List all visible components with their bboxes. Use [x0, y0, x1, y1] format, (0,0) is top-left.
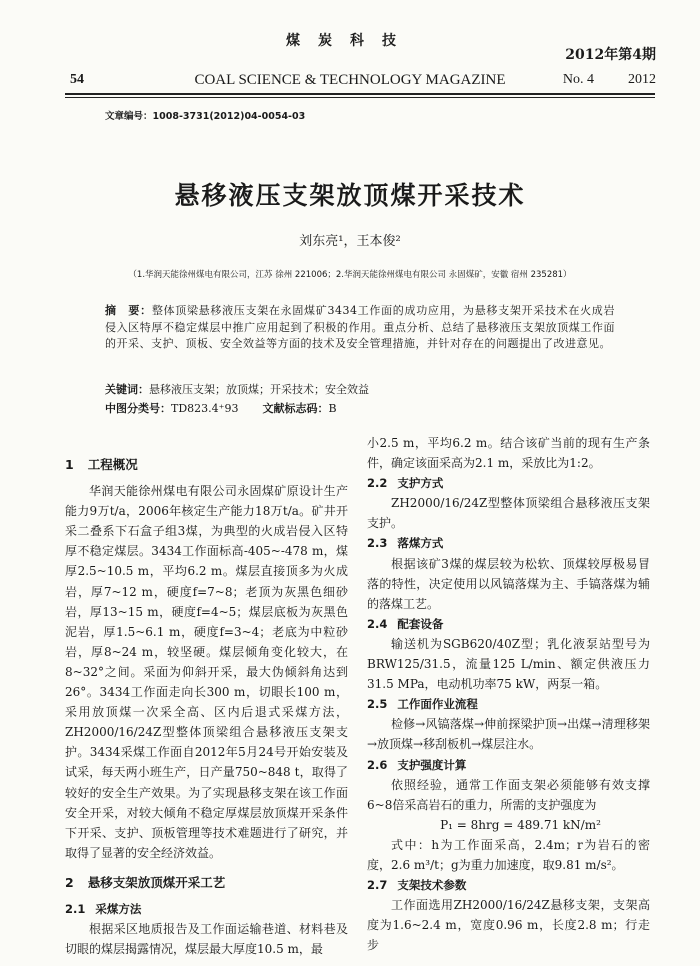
- section-number: 1: [65, 457, 74, 472]
- paragraph: 检修→风镐落煤→伸前探梁护顶→出煤→清理移架→放顶煤→移刮板机→煤层注水。: [367, 717, 650, 752]
- subsection-title: 工作面作业流程: [397, 697, 478, 712]
- header-rule-thin: [65, 97, 655, 98]
- subsection-title: 支架技术参数: [397, 878, 467, 893]
- doc-value: B: [328, 402, 337, 415]
- subsection-number: 2.6: [367, 757, 388, 772]
- subsection-heading: [367, 614, 650, 634]
- header-rule-thick: [65, 93, 655, 95]
- paragraph: 根据该矿3煤的煤层较为松软、顶煤较厚极易冒落的特性，决定使用以风镐落煤为主、手镐落煤为辅的落煤工艺。: [367, 556, 650, 611]
- clc-code: [105, 400, 238, 416]
- paragraph: 依照经验，通常工作面支架必须能够有效支撑6~8倍采高岩石的重力，所需的支护强度为: [367, 777, 650, 812]
- issue-no: No. 4: [562, 72, 594, 87]
- section-heading: [65, 455, 348, 475]
- paragraph: 根据采区地质报告及工作面运输巷道、材料巷及切眼的煤层揭露情况，煤层最大厚度10.5 m，最: [65, 922, 348, 957]
- journal-name-en: COAL SCIENCE & TECHNOLOGY MAGAZINE: [194, 72, 506, 88]
- subsection-title: 落煤方式: [397, 536, 444, 551]
- section-heading: [65, 873, 348, 893]
- clc-value: TD823.4⁺93: [171, 402, 239, 415]
- formula: P₁ = 8hrg = 489.71 kN/m²: [440, 817, 601, 832]
- subsection-title: 支护强度计算: [397, 757, 467, 772]
- paragraph: 式中：h为工作面采高，2.4m；r为岩石的密度，2.6 m³/t；g为重力加速度，取9.81 m/s²。: [367, 837, 650, 872]
- doc-code: [262, 400, 336, 416]
- subsection-number: 2.1: [65, 901, 86, 916]
- paragraph: 工作面选用ZH2000/16/24Z悬移支架，支架高度为1.6~2.4 m，宽度0.96 m，长度2.8 m；行走步: [367, 898, 650, 953]
- article-number: 文章编号：1008-3731(2012)04-0054-03: [105, 111, 306, 122]
- abstract: [105, 303, 615, 353]
- subsection-heading: [65, 899, 348, 919]
- subsection-heading: [367, 473, 650, 493]
- clc-label: 中图分类号：: [105, 402, 171, 415]
- journal-name-cn: 煤炭科技: [286, 33, 414, 49]
- abstract-label: 摘 要：: [105, 304, 152, 317]
- right-column: [367, 433, 650, 955]
- paragraph: 华润天能徐州煤电有限公司永固煤矿原设计生产能力9万t/a，2006年核定生产能力18万t/a。矿井开采二叠系下石盒子组3煤，为典型的火成岩侵入区特厚不稳定煤层。3434工作面标高-405~-478 m，煤厚2.5~10.5 m，平均6.2 m。煤层直接顶多为火成岩，厚7~12 m，硬度f=7~8；老顶为灰黑色细砂岩，厚13~15 m，硬度f=4~5；煤层底板为灰黑色泥岩，厚1.5~6.1 m，硬度f=3~4；老底为中粒砂岩，厚8~24 m，较坚硬。煤层倾角变化较大，在8~32°之间。采面为仰斜开采，最大伪倾斜角达到26°。3434工作面走向长300 m，切眼长100 m，采用放顶煤一次采全高、区内后退式采煤方法，ZH2000/16/24Z型整体顶梁组合悬移液压支架支护。3434采煤工作面自2012年5月24号开始安装及试采，每天两小班生产，日产量750~848 t，取得了较好的安全生产效果。为了实现悬移支架在该工作面安全开采，对较大倾角不稳定厚煤层放顶煤开采条件下开采、支护、顶板管理等技术难题进行了研究，并取得了显著的安全经济效益。: [65, 484, 348, 860]
- subsection-heading: [367, 533, 650, 553]
- section-number: 2: [65, 874, 74, 890]
- section-title: 工程概况: [87, 457, 138, 472]
- subsection-number: 2.2: [367, 476, 388, 491]
- issue-number: [563, 72, 656, 88]
- paragraph: ZH2000/16/24Z型整体顶梁组合悬移液压支架支护。: [367, 496, 650, 531]
- abstract-text: 整体顶梁悬移液压支架在永固煤矿3434工作面的成功应用，为悬移支架开采技术在火成岩侵入区特厚不稳定煤层中推广应用起到了积极的作用。重点分析、总结了悬移液压支架放顶煤工作面的开采、支护、顶板、安全效益等方面的技术及安全管理措施，并针对存在的问题提出了改进意见。: [105, 304, 616, 351]
- subsection-title: 支护方式: [397, 476, 444, 491]
- keywords-label: 关键词：: [105, 383, 149, 396]
- subsection-number: 2.4: [367, 616, 388, 631]
- keywords: [105, 381, 369, 397]
- issue-year: 2012: [628, 72, 656, 87]
- issue-label-cn: 2012年第4期: [565, 47, 656, 63]
- subsection-title: 采煤方法: [95, 901, 142, 916]
- section-title: 悬移支架放顶煤开采工艺: [87, 874, 226, 890]
- subsection-title: 配套设备: [397, 616, 444, 631]
- keywords-text: 悬移液压支架；放顶煤；开采技术；安全效益: [149, 383, 369, 396]
- affiliations: （1.华润天能徐州煤电有限公司，江苏 徐州 221006；2.华润天能徐州煤电有限公司 永固煤矿，安徽 宿州 235281）: [128, 270, 572, 280]
- subsection-heading: [367, 755, 650, 775]
- subsection-number: 2.3: [367, 536, 388, 551]
- classification: [105, 400, 337, 416]
- subsection-heading: [367, 875, 650, 895]
- doc-label: 文献标志码：: [262, 402, 329, 415]
- subsection-number: 2.7: [367, 878, 388, 893]
- page-number: 54: [70, 72, 84, 87]
- subsection-number: 2.5: [367, 697, 388, 712]
- authors: 刘东亮¹，王本俊²: [299, 234, 401, 249]
- subsection-heading: [367, 694, 650, 714]
- paragraph: 小2.5 m，平均6.2 m。结合该矿当前的现有生产条件，确定该面采高为2.1 m，采放比为1:2。: [367, 436, 650, 471]
- left-column: [65, 455, 348, 959]
- paper-title: 悬移液压支架放顶煤开采技术: [174, 181, 526, 210]
- paragraph: 输送机为SGB620/40Z型；乳化液泵站型号为BRW125/31.5，流量125 L/min、额定供液压力31.5 MPa，电动机功率75 kW，两泵一箱。: [367, 636, 650, 692]
